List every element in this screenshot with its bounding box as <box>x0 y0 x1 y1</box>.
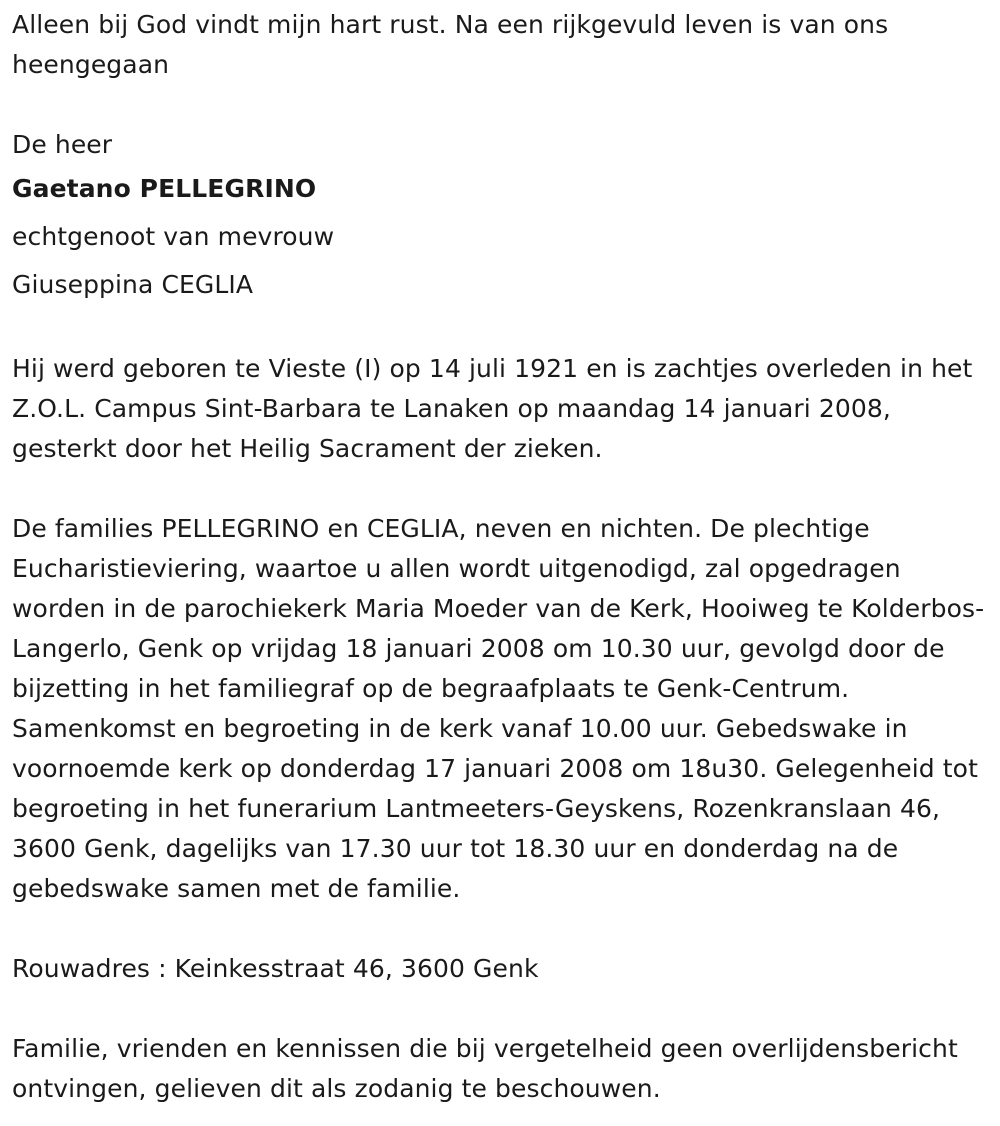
spouse-name: Giuseppina CEGLIA <box>12 270 254 299</box>
intro-text: Alleen bij God vindt mijn hart rust. Na een rijkgevuld leven is van ons heengegaan <box>12 10 889 79</box>
ceremony-paragraph: De families PELLEGRINO en CEGLIA, neven en nichten. De plechtige Eucharistieviering, waartoe u allen wordt uitgenodigd, zal opgedragen worden in de parochiekerk Maria Moeder van de Kerk, Hooiweg te Kolderbos-Langerlo, Genk op vrijdag 18 januari 2008 om 10.30 uur, gevolgd door de bijzetting in het familiegraf op de begraafplaats te Genk-Centrum. Samenkomst en begroeting in de kerk vanaf 10.00 uur. Gebedswake in voornoemde kerk op donderdag 17 januari 2008 om 18u30. Gelegenheid tot begroeting in het funerarium Lantmeeters-Geyskens, Rozenkranslaan 46, 3600 Genk, dagelijks van 17.30 uur tot 18.30 uur en donderdag na de gebedswake samen met de familie. <box>12 514 985 903</box>
mourning-address: Rouwadres : Keinkesstraat 46, 3600 Genk <box>12 954 539 983</box>
deceased-name: Gaetano PELLEGRINO <box>12 174 317 203</box>
salutation: De heer <box>12 130 113 159</box>
person-block <box>12 125 988 309</box>
closing-paragraph: Familie, vrienden en kennissen die bij vergetelheid geen overlijdensbericht ontvingen, gelieven dit als zodanig te beschouwen. <box>12 1034 958 1103</box>
birth-death-paragraph: Hij werd geboren te Vieste (I) op 14 juli 1921 en is zachtjes overleden in het Z.O.L. Campus Sint-Barbara te Lanaken op maandag 14 januari 2008, gesterkt door het Heilig Sacrament der zieken. <box>12 354 973 463</box>
relation-text: echtgenoot van mevrouw <box>12 222 335 251</box>
